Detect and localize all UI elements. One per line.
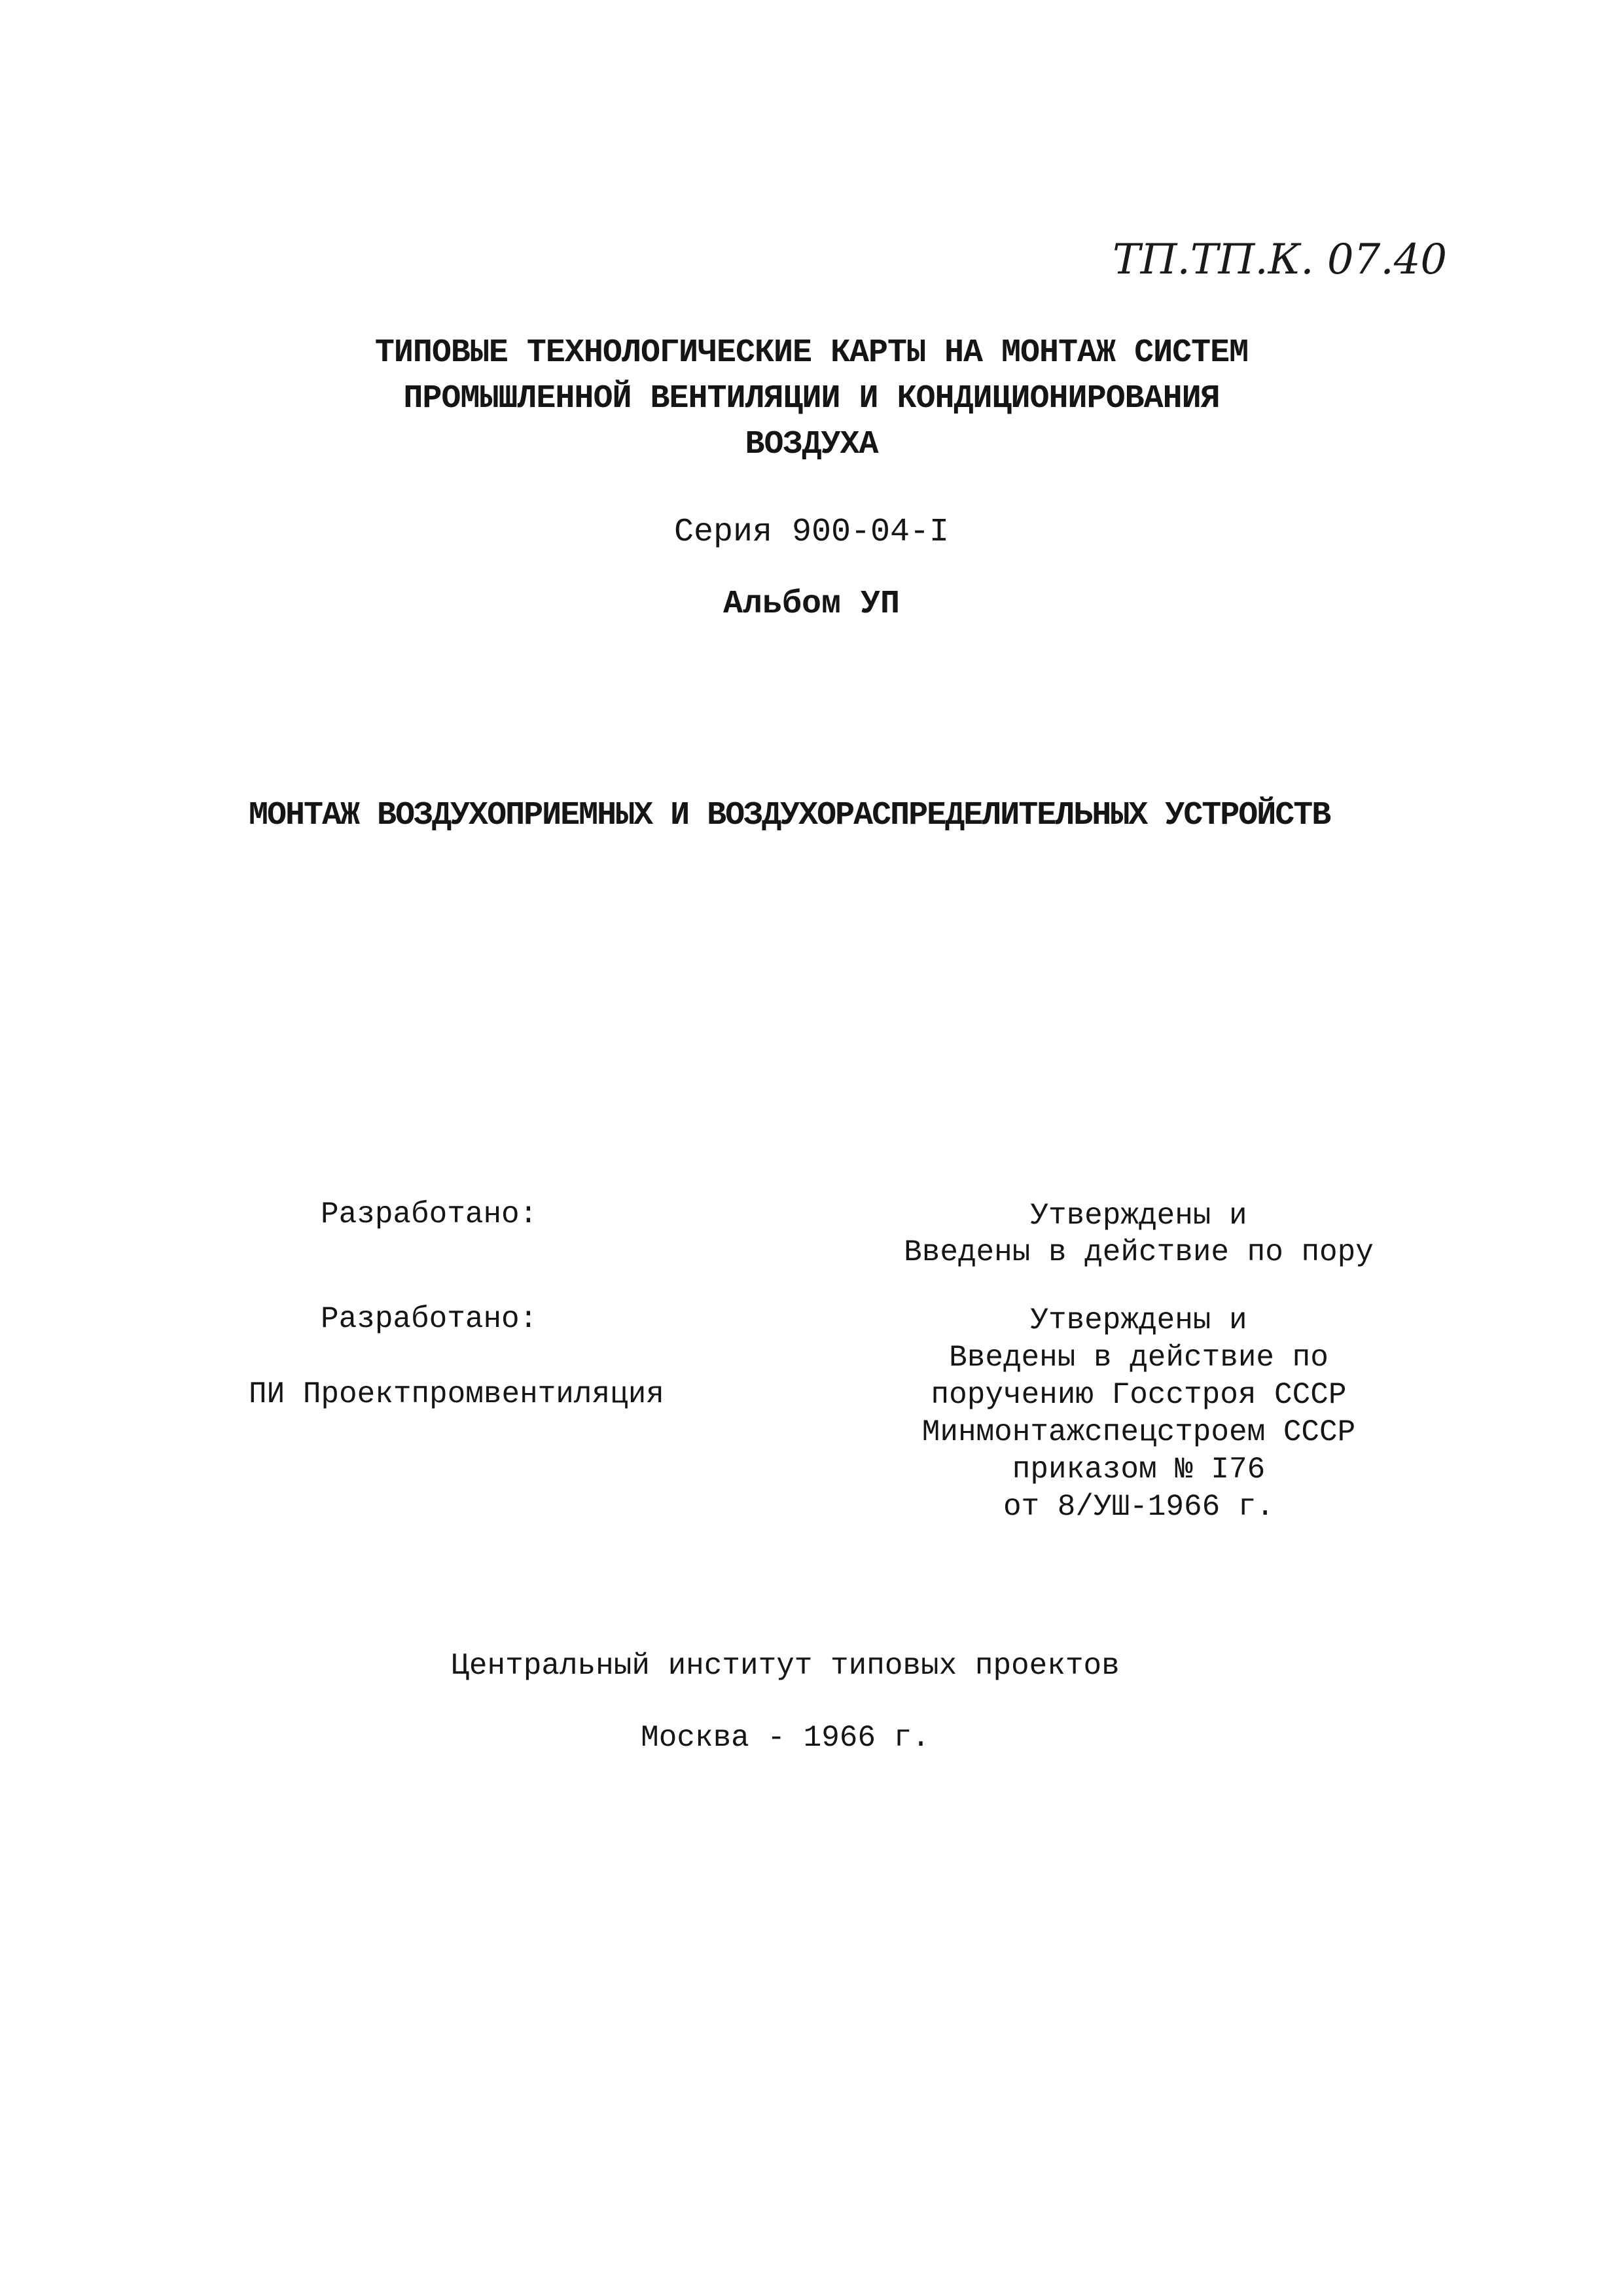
title-line: ТИПОВЫЕ ТЕХНОЛОГИЧЕСКИЕ КАРТЫ НА МОНТАЖ СИСТЕМ — [374, 334, 1249, 372]
title-line: ПРОМЫШЛЕННОЙ ВЕНТИЛЯЦИИ И КОНДИЦИОНИРОВАНИЯ — [403, 380, 1220, 417]
approval-line: Утверждены и — [1030, 1303, 1247, 1337]
document-title — [0, 330, 1623, 468]
document-subject: МОНТАЖ ВОЗДУХОПРИЕМНЫХ И ВОЗДУХОРАСПРЕДЕЛИТЕЛЬНЫХ УСТРОЙСТВ — [249, 797, 1330, 834]
document-code-stamp: ТП.ТП.К. 07.40 — [1113, 236, 1448, 284]
approval-line: Введены в действие по — [949, 1341, 1329, 1375]
approval-block-2 — [870, 1302, 1407, 1526]
developer-organization: ПИ Проектпромвентиляция — [249, 1377, 664, 1411]
approval-line: поручению Госстроя СССР — [931, 1378, 1347, 1412]
album-label: Альбом УП — [722, 586, 901, 623]
approval-line: Утверждены и — [1030, 1199, 1247, 1233]
title-line: ВОЗДУХА — [745, 426, 878, 463]
developed-label: Разработано: — [321, 1302, 538, 1336]
approval-line: приказом № I76 — [1012, 1453, 1266, 1487]
publisher: Центральный институт типовых проектов — [451, 1649, 1120, 1683]
series-label: Серия 900-04-I — [673, 514, 950, 551]
approval-line: Минмонтажспецстроем СССР — [921, 1415, 1356, 1449]
approval-block-1 — [870, 1197, 1407, 1271]
place-and-year: Москва - 1966 г. — [641, 1721, 930, 1755]
developed-label: Разработано: — [321, 1197, 538, 1231]
approval-line: Введены в действие по пору — [904, 1235, 1374, 1269]
approval-line: от 8/УШ-1966 г. — [1003, 1490, 1275, 1524]
